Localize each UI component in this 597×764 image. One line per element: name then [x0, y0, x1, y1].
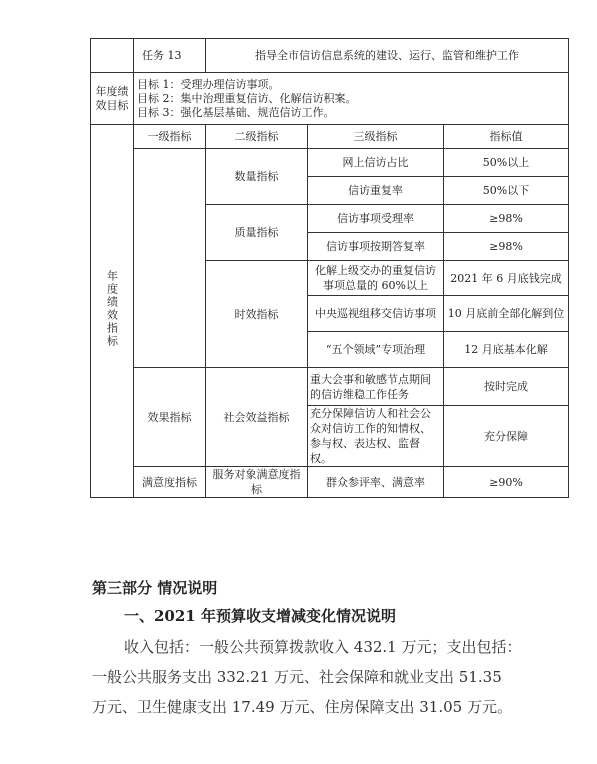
indicator-value: 2021 年 6 月底钱完成	[444, 261, 569, 296]
goals-list	[134, 73, 569, 125]
indicator-value: 充分保障	[444, 406, 569, 467]
level2-service: 服务对象满意度指标	[206, 467, 308, 498]
paragraph-line: 收入包括：一般公共预算拨款收入 432.1 万元；支出包括：	[124, 638, 522, 656]
indicator-value: 12 月底基本化解	[444, 332, 569, 368]
indicator-name: 信访事项按期答复率	[308, 233, 444, 261]
indicator-name: “五个领域”专项治理	[308, 332, 444, 368]
table-row	[91, 467, 569, 498]
goal-item: 目标 2：集中治理重复信访、化解信访积案。	[137, 91, 357, 105]
indicator-value: ≥98%	[444, 205, 569, 233]
table-row	[91, 368, 569, 406]
indicator-name: 信访重复率	[308, 177, 444, 205]
goals-row	[91, 73, 569, 125]
header-level2: 二级指标	[206, 125, 308, 149]
indicator-name: 重大会事和敏感节点期间的信访维稳工作任务	[308, 368, 444, 406]
level1-effect: 效果指标	[134, 368, 206, 467]
indicator-value: ≥98%	[444, 233, 569, 261]
indicator-name: 充分保障信访人和社会公众对信访工作的知情权、参与权、表达权、监督权。	[308, 406, 444, 467]
indicator-name: 化解上级交办的重复信访事项总量的 60%以上	[308, 261, 444, 296]
section-subtitle: 一、2021 年预算收支增减变化情况说明	[124, 607, 396, 625]
task-id: 任务 13	[134, 39, 206, 73]
header-level3: 三级指标	[308, 125, 444, 149]
level1-satisfaction: 满意度指标	[134, 467, 206, 498]
indicator-name: 中央巡视组移交信访事项	[308, 296, 444, 332]
level2-quality: 质量指标	[206, 205, 308, 261]
paragraph-line: 一般公共服务支出 332.21 万元、社会保障和就业支出 51.35	[92, 668, 502, 686]
task-row	[91, 39, 569, 73]
indicator-value: ≥90%	[444, 467, 569, 498]
paragraph-line: 万元、卫生健康支出 17.49 万元、住房保障支出 31.05 万元。	[92, 698, 512, 716]
indicator-name: 信访事项受理率	[308, 205, 444, 233]
indicator-value: 按时完成	[444, 368, 569, 406]
section-title: 第三部分 情况说明	[92, 579, 218, 597]
indicator-value: 10 月底前全部化解到位	[444, 296, 569, 332]
indicators-label: 年度绩效指标	[105, 270, 119, 348]
level2-quantity: 数量指标	[206, 149, 308, 205]
indicators-label-cell	[91, 125, 134, 498]
level2-social: 社会效益指标	[206, 368, 308, 467]
indicator-value: 50%以下	[444, 177, 569, 205]
goals-label: 年度绩效目标	[91, 73, 134, 125]
indicator-name: 网上信访占比	[308, 149, 444, 177]
goal-item: 目标 1：受理办理信访事项。	[137, 77, 280, 91]
goal-item: 目标 3：强化基层基础、规范信访工作。	[137, 105, 335, 119]
table-row	[91, 149, 569, 177]
level2-timeliness: 时效指标	[206, 261, 308, 368]
indicator-name: 群众参评率、满意率	[308, 467, 444, 498]
level1-output	[134, 149, 206, 368]
indicator-header-row	[91, 125, 569, 149]
header-value: 指标值	[444, 125, 569, 149]
task-desc: 指导全市信访信息系统的建设、运行、监管和维护工作	[206, 39, 569, 73]
performance-table	[90, 38, 569, 498]
header-level1: 一级指标	[134, 125, 206, 149]
indicator-value: 50%以上	[444, 149, 569, 177]
blank-cell	[91, 39, 134, 73]
